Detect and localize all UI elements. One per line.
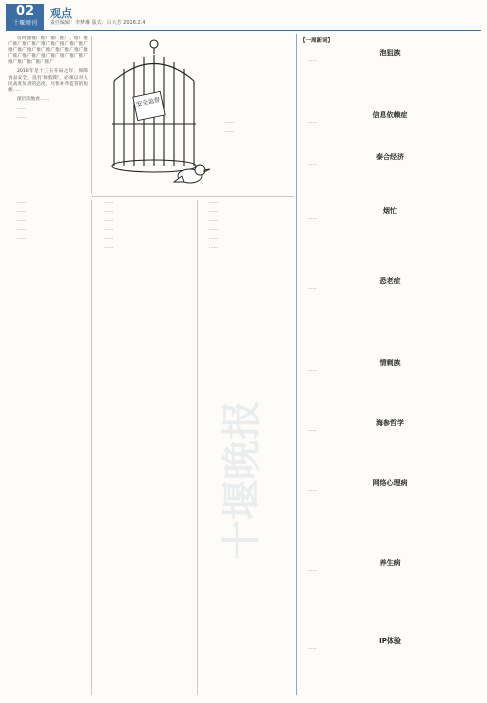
term-text: …… [308, 162, 317, 167]
term-body [300, 286, 480, 294]
paragraph: …… [209, 245, 219, 251]
paragraph: …… [225, 129, 235, 135]
article-column-left-top [8, 36, 88, 194]
term-text: …… [308, 646, 317, 651]
cage-cartoon [94, 36, 214, 194]
column-divider [91, 200, 92, 695]
term-title: 信息依赖症 [372, 111, 408, 119]
term-title: IP体验 [379, 637, 401, 645]
term-title: 泡狙族 [379, 49, 401, 57]
term-text: …… [308, 120, 317, 125]
paragraph: 仅何强推广推广推广推广、推广推广推广推广推广推广推广推广推广推广推广推广推广推广推广推广推广推广推广推广推广推广推广推广推广推广推广推广推广推广推广推广 [8, 36, 88, 66]
term-text: …… [308, 368, 317, 373]
paragraph: …… [225, 120, 235, 125]
paragraph: …… [104, 245, 114, 251]
term-title: 养生病 [379, 559, 401, 567]
paragraph: 2016年是十三五开局之年，保障食品安全，没有'休假期'，必须以对人民高度负责的态度，尽快补齐监管的短板…… [8, 69, 88, 93]
sidebar-divider [296, 34, 297, 695]
term-title: 网络心理病 [372, 479, 408, 487]
term-title: 海参哲学 [376, 419, 404, 427]
paragraph: …… [209, 218, 219, 224]
term-text: …… [308, 286, 317, 291]
paragraph: …… [17, 115, 27, 121]
paragraph: …… [104, 218, 114, 224]
paragraph: …… [209, 200, 219, 205]
paragraph: …… [17, 236, 27, 242]
cartoon-rule [92, 196, 294, 197]
term-text: …… [308, 488, 317, 493]
term-text: …… [308, 58, 317, 63]
term-body [300, 488, 480, 496]
paragraph: …… [209, 236, 219, 242]
paragraph: …… [17, 105, 27, 111]
term-body [300, 58, 480, 66]
paragraph: …… [104, 227, 114, 233]
page-header [6, 4, 481, 31]
paragraph: …… [17, 200, 27, 205]
paragraph: …… [209, 227, 219, 233]
term-title: 情剩族 [379, 359, 401, 367]
term-text: …… [308, 428, 317, 433]
paragraph: …… [209, 209, 219, 215]
paragraph: 深层次地看…… [17, 96, 50, 102]
page-number-box [6, 4, 44, 30]
article-column-mid-top [216, 120, 294, 194]
term-title: 恐老症 [379, 277, 401, 285]
paragraph: …… [17, 209, 27, 215]
cage-label: 安全监督 [135, 96, 161, 109]
paragraph: …… [17, 218, 27, 224]
term-body [300, 568, 480, 576]
term-body [300, 120, 480, 128]
paragraph: …… [17, 227, 27, 233]
term-title: 烟忙 [383, 207, 397, 215]
term-title: 泰合经济 [376, 153, 404, 161]
term-body [300, 646, 480, 654]
article-column-left-bottom [8, 200, 88, 695]
page-number: 02 [15, 4, 35, 19]
paragraph: …… [104, 209, 114, 215]
term-text: …… [308, 568, 317, 573]
term-body [300, 368, 480, 376]
paragraph: …… [104, 200, 114, 205]
term-text: …… [308, 216, 317, 221]
paragraph: …… [104, 236, 114, 242]
watermark: 十堰晚报 [219, 400, 265, 560]
credits: 责任编辑：李梦琳 版式：吕大芳 2016.2.4 [50, 20, 146, 26]
page-label: 十堰周刊 [12, 20, 37, 27]
article-column-right-mid [200, 200, 294, 695]
sidebar-label: 【一周新词】 [300, 38, 334, 44]
section-title: 观点 [50, 7, 72, 20]
article-column-mid [95, 200, 195, 695]
term-body [300, 216, 480, 224]
column-divider [91, 36, 92, 194]
term-body [300, 162, 480, 170]
term-body [300, 428, 480, 436]
column-divider [197, 200, 198, 695]
